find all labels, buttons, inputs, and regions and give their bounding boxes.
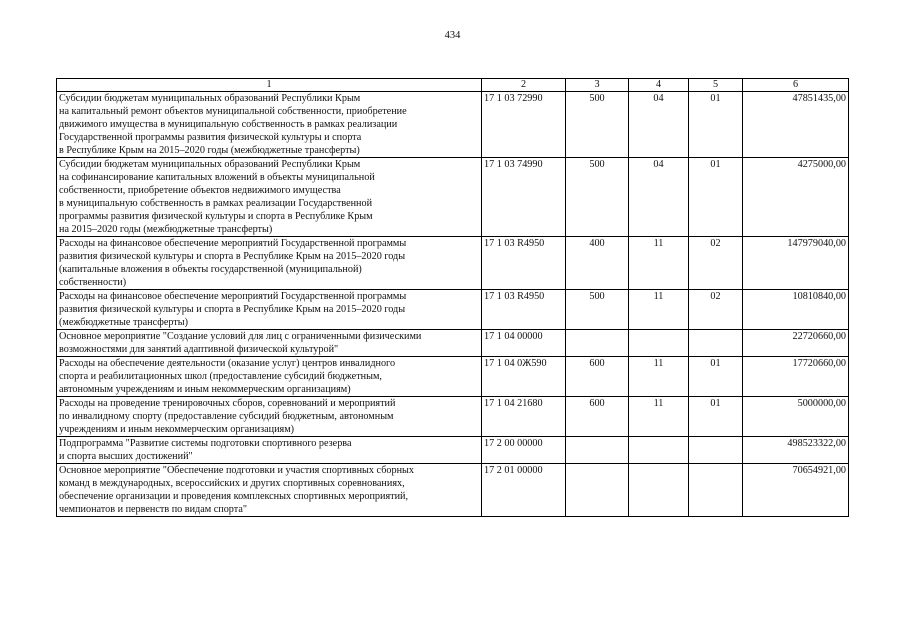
table-row [57,158,849,237]
table-row [57,357,849,397]
row-section-cell: 11 [629,237,689,290]
table-row [57,237,849,290]
table-row [57,397,849,437]
page-number: 434 [444,30,461,41]
table-row [57,437,849,464]
row-code-cell: 17 2 01 00000 [482,464,566,517]
row-expense-type-cell [566,437,629,464]
row-subsection-cell: 01 [689,158,743,237]
table-row [57,290,849,330]
row-subsection-cell: 02 [689,290,743,330]
row-expense-type-cell: 600 [566,357,629,397]
row-subsection-cell: 01 [689,397,743,437]
row-amount-cell: 147979040,00 [743,237,849,290]
row-expense-type-cell: 600 [566,397,629,437]
row-name-cell: Расходы на финансовое обеспечение мероприятий Государственной программы развития физической культуры и спорта в Республике Крым на 2015–2020 годы (капитальные вложения в объекты государственной (муниципальной) собственности) [57,237,482,290]
row-subsection-cell: 01 [689,92,743,158]
row-expense-type-cell: 500 [566,158,629,237]
row-name-cell: Субсидии бюджетам муниципальных образований Республики Крым на софинансирование капитальных вложений в объекты муниципальной собственности, приобретение объектов недвижимого имущества в муниципальную собственность в рамках реализации Государственной программы развития физической культуры и спорта в Республике Крым на 2015–2020 годы (межбюджетные трансферты) [57,158,482,237]
row-code-cell: 17 2 00 00000 [482,437,566,464]
row-amount-cell: 70654921,00 [743,464,849,517]
row-name-cell: Расходы на проведение тренировочных сборов, соревнований и мероприятий по инвалидному спорту (предоставление субсидий бюджетным, автономным учреждениям и иным некоммерческим организациям) [57,397,482,437]
row-section-cell [629,437,689,464]
table-header-row [57,79,849,92]
row-expense-type-cell: 400 [566,237,629,290]
row-name-cell: Расходы на обеспечение деятельности (оказание услуг) центров инвалидного спорта и реабилитационных школ (предоставление субсидий бюджетным, автономным учреждениям и иным некоммерческим организациям) [57,357,482,397]
column-header-subsection: 5 [689,79,743,92]
row-code-cell: 17 1 04 0Ж590 [482,357,566,397]
row-expense-type-cell: 500 [566,290,629,330]
row-section-cell: 11 [629,290,689,330]
row-code-cell: 17 1 03 72990 [482,92,566,158]
row-amount-cell: 5000000,00 [743,397,849,437]
row-expense-type-cell [566,464,629,517]
row-amount-cell: 17720660,00 [743,357,849,397]
row-code-cell: 17 1 03 R4950 [482,290,566,330]
row-section-cell: 04 [629,158,689,237]
table-row [57,330,849,357]
table-row [57,464,849,517]
row-name-cell: Основное мероприятие "Создание условий для лиц с ограниченными физическими возможностями для занятий адаптивной физической культурой" [57,330,482,357]
column-header-name: 1 [57,79,482,92]
row-code-cell: 17 1 03 74990 [482,158,566,237]
budget-table [56,78,849,517]
row-code-cell: 17 1 04 00000 [482,330,566,357]
row-subsection-cell: 02 [689,237,743,290]
row-section-cell: 11 [629,397,689,437]
row-amount-cell: 22720660,00 [743,330,849,357]
row-expense-type-cell [566,330,629,357]
row-name-cell: Субсидии бюджетам муниципальных образований Республики Крым на капитальный ремонт объектов муниципальной собственности, приобретение движимого имущества в муниципальную собственность в рамках реализации Государственной программы развития физической культуры и спорта в Республике Крым на 2015–2020 годы (межбюджетные трансферты) [57,92,482,158]
column-header-amount: 6 [743,79,849,92]
row-section-cell [629,330,689,357]
column-header-section: 4 [629,79,689,92]
row-amount-cell: 10810840,00 [743,290,849,330]
column-header-code: 2 [482,79,566,92]
row-expense-type-cell: 500 [566,92,629,158]
table-row [57,92,849,158]
row-amount-cell: 4275000,00 [743,158,849,237]
row-section-cell: 11 [629,357,689,397]
row-code-cell: 17 1 03 R4950 [482,237,566,290]
row-name-cell: Подпрограмма "Развитие системы подготовки спортивного резерва и спорта высших достижений" [57,437,482,464]
row-amount-cell: 498523322,00 [743,437,849,464]
row-subsection-cell [689,330,743,357]
column-header-expense-type: 3 [566,79,629,92]
row-subsection-cell [689,464,743,517]
row-name-cell: Расходы на финансовое обеспечение мероприятий Государственной программы развития физической культуры и спорта в Республике Крым на 2015–2020 годы (межбюджетные трансферты) [57,290,482,330]
row-name-cell: Основное мероприятие "Обеспечение подготовки и участия спортивных сборных команд в международных, всероссийских и других спортивных соревнованиях, обеспечение организации и проведения комплексных спортивных мероприятий, чемпионатов и первенств по видам спорта" [57,464,482,517]
row-section-cell [629,464,689,517]
row-subsection-cell [689,437,743,464]
row-amount-cell: 47851435,00 [743,92,849,158]
row-subsection-cell: 01 [689,357,743,397]
row-section-cell: 04 [629,92,689,158]
row-code-cell: 17 1 04 21680 [482,397,566,437]
